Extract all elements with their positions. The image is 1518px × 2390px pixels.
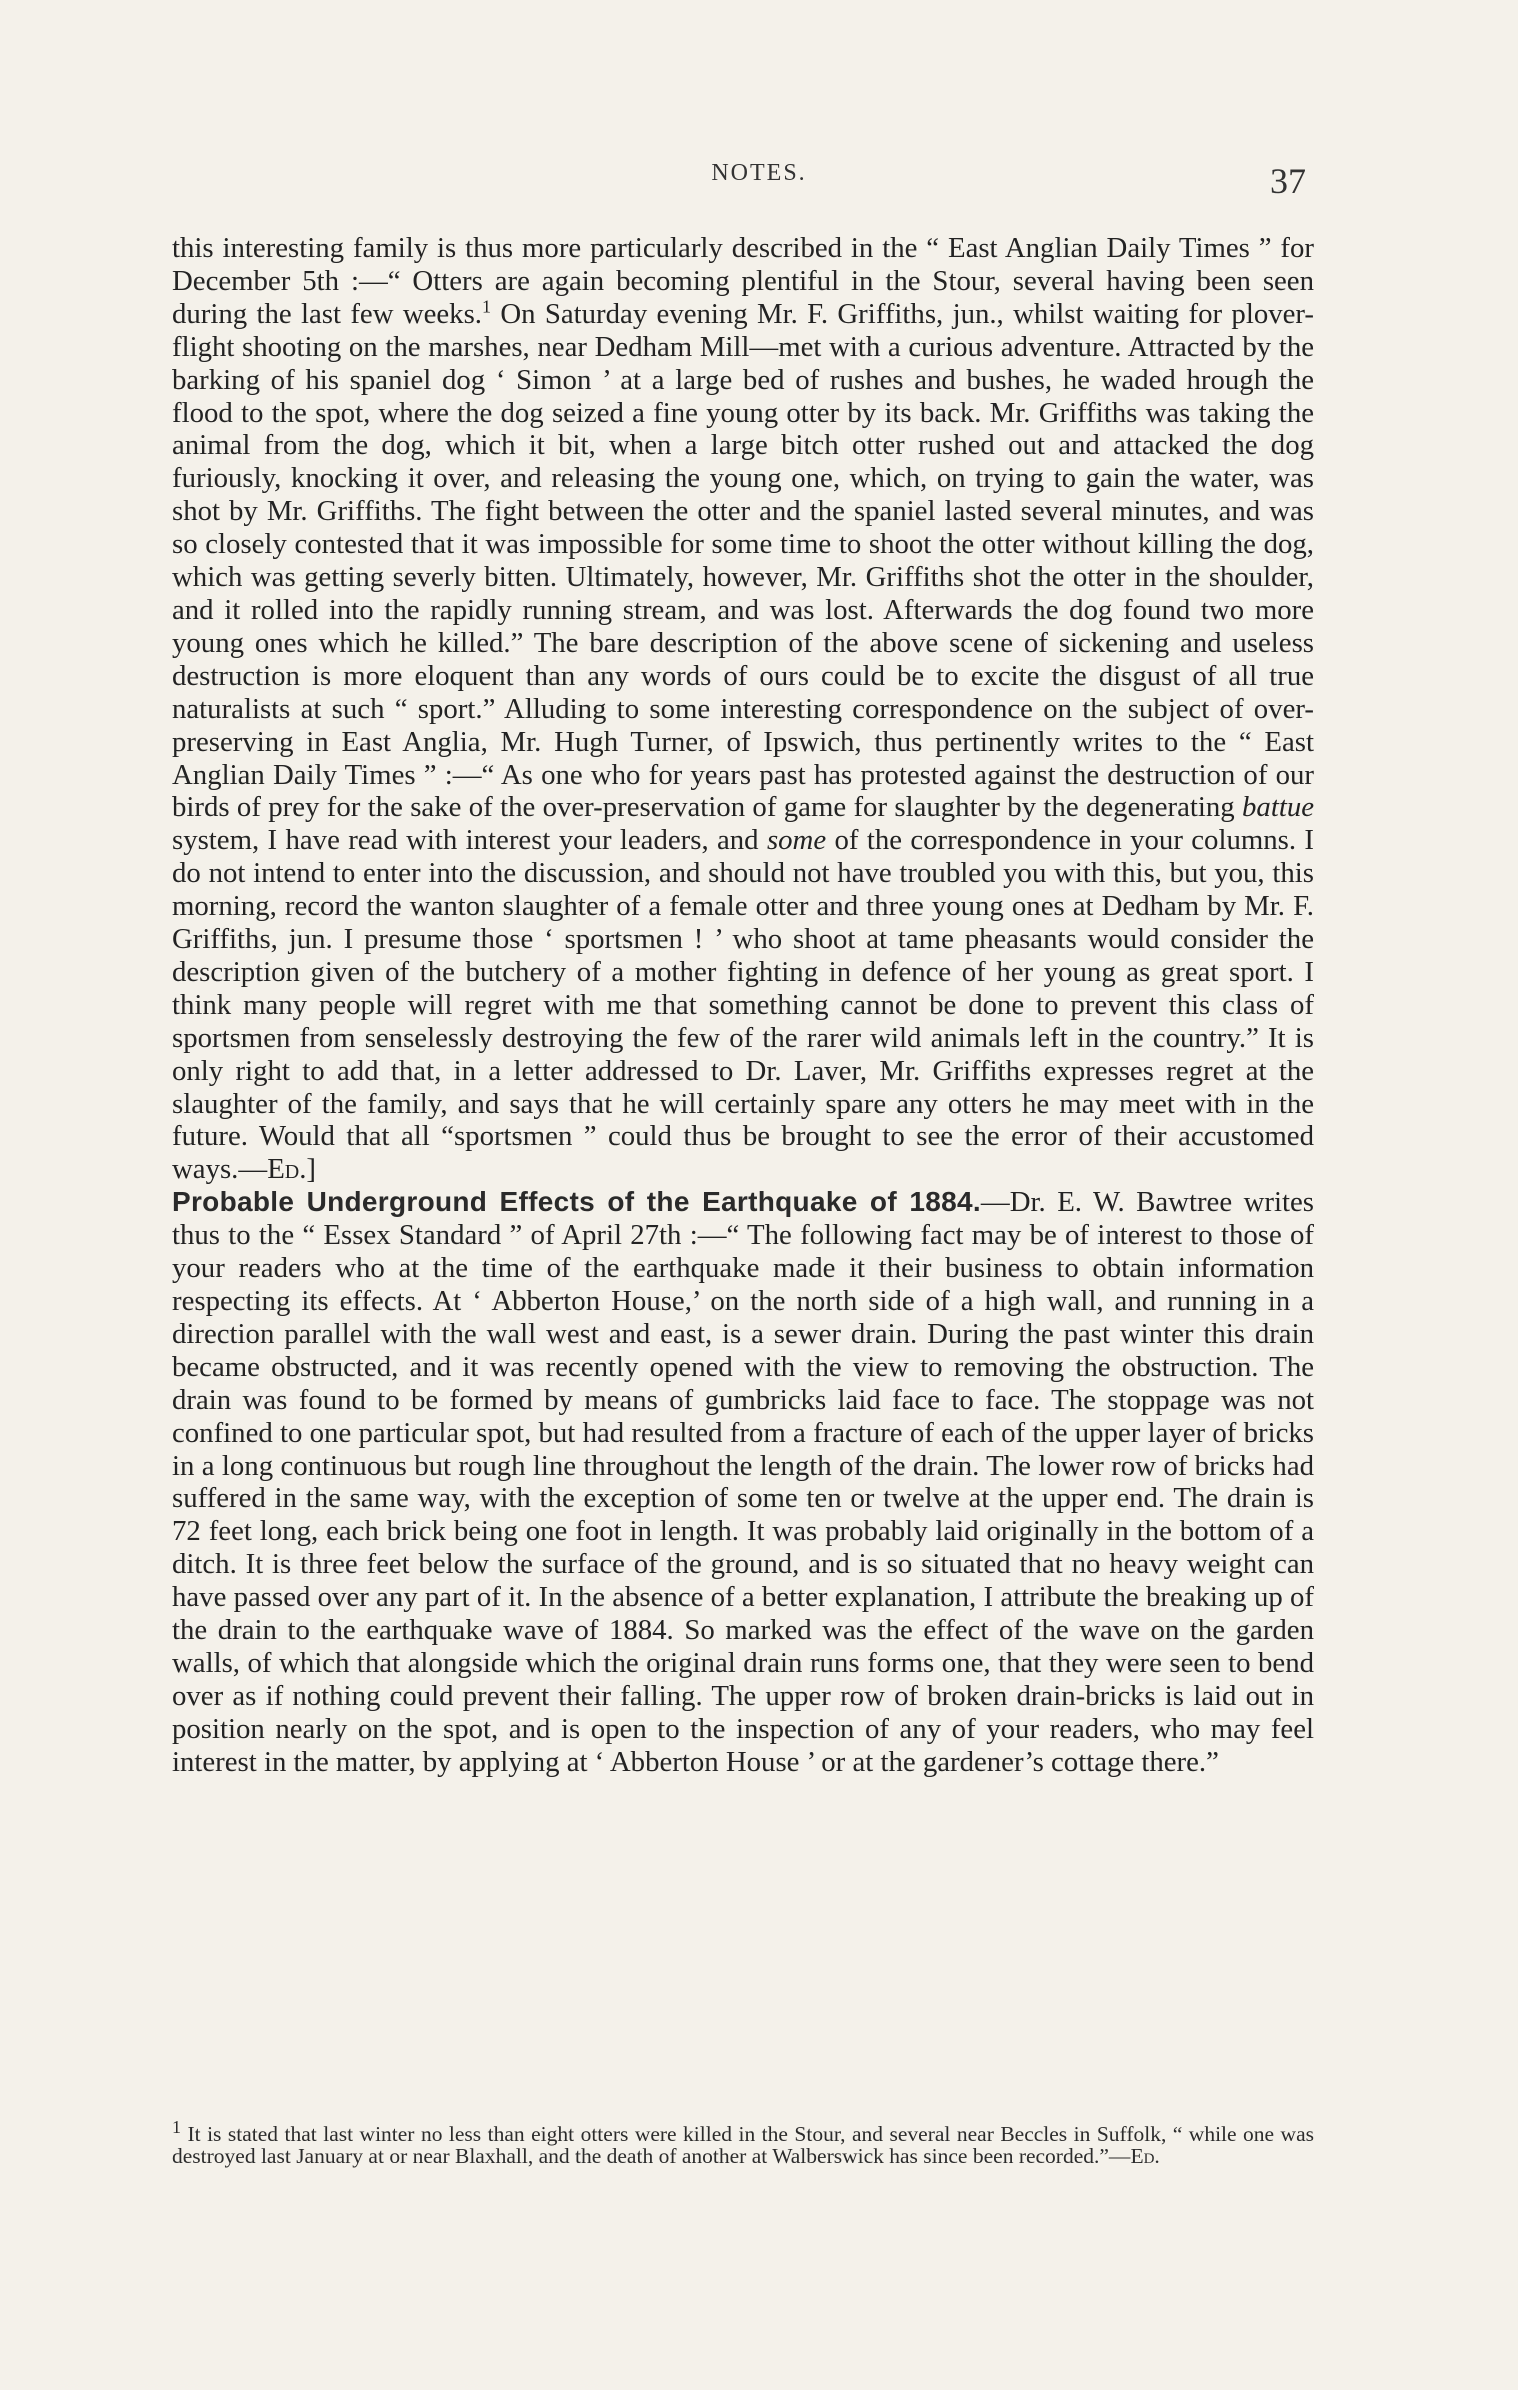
earthquake-note-headline: Probable Underground Effects of the Earthquake of 1884.: [172, 1186, 981, 1218]
earthquake-note-text: —Dr. E. W. Bawtree writes thus to the “ Essex Standard ” of April 27th :—“ The following fact may be of interest to those of your readers who at the time of the earthquake made it their business to obtain information respecting its effects. At ‘ Abberton House,’ on the north side of a high wall, and running in a direction parallel with the wall west and east, is a sewer drain. During the past winter this drain became obstructed, and it was recently opened with the view to removing the obstruction. The drain was found to be formed by means of gumbricks laid face to face. The stoppage was not confined to one particular spot, but had resulted from a fracture of each of the upper layer of bricks in a long continuous but rough line throughout the length of the drain. The lower row of bricks had suffered in the same way, with the exception of some ten or twelve at the upper end. The drain is 72 feet long, each brick being one foot in length. It was probably laid originally in the bottom of a ditch. It is three feet below the surface of the ground, and is so situated that no heavy weight can have passed over any part of it. In the absence of a better explanation, I attribute the breaking up of the drain to the earthquake wave of 1884. So marked was the effect of the wave on the garden walls, of which that alongside which the original drain runs forms one, that they were seen to bend over as if nothing could prevent their falling. The upper row of broken drain-bricks is laid out in position nearly on the spot, and is open to the inspection of any of your readers, who may feel interest in the matter, by applying at ‘ Abberton House ’ or at the gardener’s cottage there.”: [172, 1186, 1314, 1778]
otter-note-text-3: system, I have read with interest your leaders, and: [172, 824, 767, 857]
italic-battue: battue: [1242, 791, 1314, 824]
earthquake-note-paragraph: [172, 1186, 1314, 1778]
footnote-editor: Ed.: [1130, 2144, 1160, 2169]
footnote-text: It is stated that last winter no less than eight otters were killed in the Stour, and several near Beccles in Suffolk, “ while one was destroyed last January at or near Blaxhall, and the death of another at Walberswick has since been recorded.”—: [172, 2122, 1314, 2169]
footnote: [172, 2116, 1314, 2169]
otter-note-text-2: On Saturday evening Mr. F. Griffiths, jun., whilst waiting for plover-flight shooting on the marshes, near Dedham Mill—met with a curious adventure. Attracted by the barking of his spaniel dog ‘ Simon ’ at a large bed of rushes and bushes, he waded hrough the flood to the spot, where the dog seized a fine young otter by its back. Mr. Griffiths was taking the animal from the dog, which it bit, when a large bitch otter rushed out and attacked the dog furiously, knocking it over, and releasing the young one, which, on trying to gain the water, was shot by Mr. Griffiths. The fight between the otter and the spaniel lasted several minutes, and was so closely contested that it was impossible for some time to shoot the otter without killing the dog, which was getting severly bitten. Ultimately, however, Mr. Griffiths shot the otter in the shoulder, and it rolled into the rapidly running stream, and was lost. Afterwards the dog found two more young ones which he killed.” The bare description of the above scene of sickening and useless destruction is more eloquent than any words of ours could be to excite the disgust of all true naturalists at such “ sport.” Alluding to some interesting correspondence on the subject of over-preserving in East Anglia, Mr. Hugh Turner, of Ipswich, thus pertinently writes to the “ East Anglian Daily Times ” :—“ As one who for years past has protested against the destruction of our birds of prey for the sake of the over-preservation of game for slaughter by the degenerating: [172, 297, 1315, 824]
footnote-marker: 1: [172, 2116, 181, 2137]
running-head: NOTES.: [711, 160, 807, 186]
otter-note-paragraph: [172, 232, 1314, 1186]
footnote-reference: 1: [482, 296, 491, 317]
otter-note-text-4: of the correspondence in your columns. I do not intend to enter into the discussion, and should not have troubled you with this, but you, this morning, record the wanton slaughter of a female otter and three young ones at Dedham by Mr. F. Griffiths, jun. I presume those ‘ sportsmen ! ’ who shoot at tame pheasants would consider the description given of the butchery of a mother fighting in defence of her young as great sport. I think many people will regret with me that something cannot be done to prevent this class of sportsmen from senselessly destroying the few of the rarer wild animals left in the country.” It is only right to add that, in a letter addressed to Dr. Laver, Mr. Griffiths expresses regret at the slaughter of the family, and says that he will certainly spare any otters he may meet with in the future. Would that all “sportsmen ” could thus be brought to see the error of their accustomed ways.—: [172, 824, 1315, 1186]
italic-some: some: [766, 824, 827, 857]
editor-signature: Ed.: [267, 1153, 307, 1186]
body-text: [172, 232, 1314, 1779]
page-number: 37: [1270, 161, 1306, 201]
otter-note-text-1: this interesting family is thus more particularly described in the “ East Anglian Daily Times ” for December 5th :—“ Otters are again becoming plentiful in the Stour, several having been seen during the last few weeks.: [172, 232, 1314, 330]
closing-bracket: ]: [306, 1153, 317, 1186]
